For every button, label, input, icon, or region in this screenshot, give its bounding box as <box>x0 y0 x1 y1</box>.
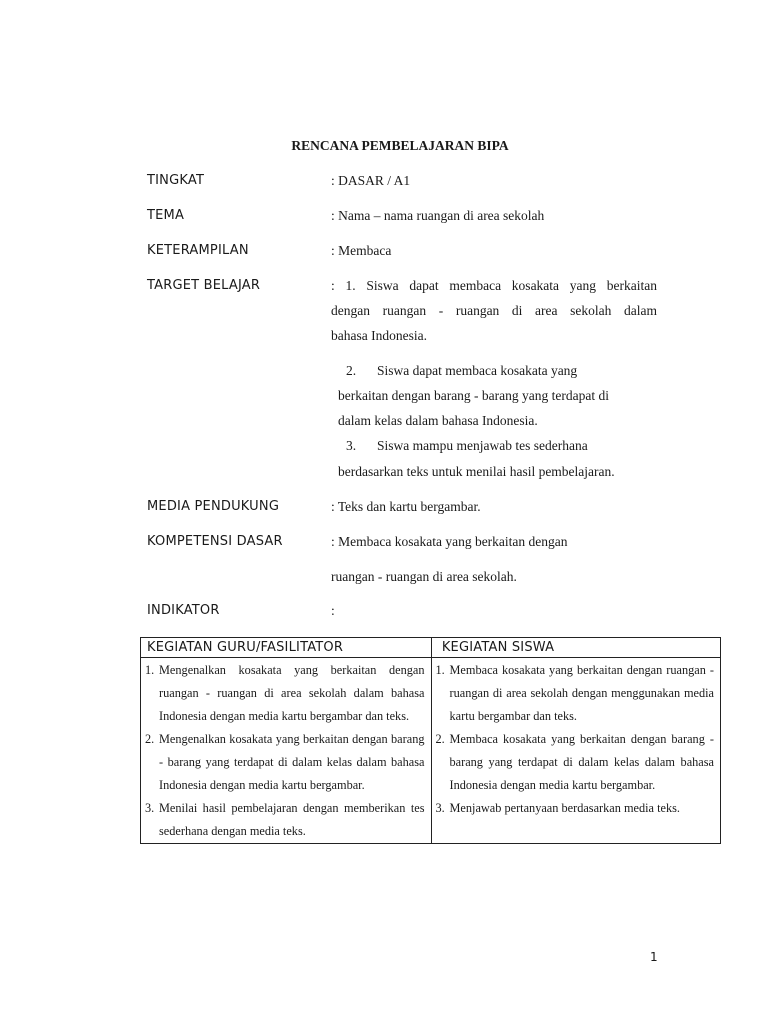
list-item <box>436 797 715 820</box>
list-item <box>436 728 715 797</box>
label-tema: TEMA <box>147 208 185 223</box>
label-indikator: INDIKATOR <box>147 603 220 618</box>
item-number: 3. <box>145 801 155 815</box>
target-item-3-number: 3. <box>346 438 357 453</box>
table-header-row <box>141 638 721 658</box>
label-media-pendukung: MEDIA PENDUKUNG <box>147 499 280 514</box>
kegiatan-siswa-cell <box>431 658 721 844</box>
item-text: Membaca kosakata yang berkaitan dengan ruangan - ruangan di area sekolah dengan menggunakan media kartu bergambar dan teks. <box>449 663 714 723</box>
target-line-1: : 1. Siswa dapat membaca kosakata yang berkaitan <box>331 278 657 293</box>
target-item-3-line-1: Siswa mampu menjawab tes sederhana <box>377 438 588 453</box>
item-text: Menjawab pertanyaan berdasarkan media teks. <box>449 801 680 815</box>
kegiatan-guru-cell <box>141 658 432 844</box>
value-tingkat: : DASAR / A1 <box>331 173 411 188</box>
target-item-2-line-2: berkaitan dengan barang - barang yang terdapat di <box>338 388 610 403</box>
kegiatan-table <box>140 637 721 844</box>
item-number: 3. <box>435 801 445 815</box>
value-tema: : Nama – nama ruangan di area sekolah <box>331 208 545 223</box>
document-title: RENCANA PEMBELAJARAN BIPA <box>291 138 509 153</box>
kompetensi-line-1: : Membaca kosakata yang berkaitan dengan <box>331 534 568 549</box>
item-text: Membaca kosakata yang berkaitan dengan barang - barang yang terdapat di dalam kelas dalam bahasa Indonesia dengan media kartu bergambar. <box>449 732 714 792</box>
target-item-3-line-2: berdasarkan teks untuk menilai hasil pembelajaran. <box>338 464 615 479</box>
header-kegiatan-guru: KEGIATAN GURU/FASILITATOR <box>141 638 432 658</box>
target-item-2-number: 2. <box>346 363 357 378</box>
list-item <box>145 797 425 843</box>
label-kompetensi-dasar: KOMPETENSI DASAR <box>147 534 283 549</box>
list-item <box>436 659 715 728</box>
item-number: 1. <box>435 663 445 677</box>
list-item <box>145 728 425 797</box>
label-keterampilan: KETERAMPILAN <box>147 243 249 258</box>
value-media-pendukung: : Teks dan kartu bergambar. <box>331 499 481 514</box>
target-line-3: bahasa Indonesia. <box>331 328 427 343</box>
page-number: 1 <box>650 950 658 964</box>
label-tingkat: TINGKAT <box>147 173 205 188</box>
item-text: Menilai hasil pembelajaran dengan memberikan tes sederhana dengan media teks. <box>159 801 425 838</box>
item-number: 2. <box>145 732 155 746</box>
header-kegiatan-siswa: KEGIATAN SISWA <box>431 638 721 658</box>
list-item <box>145 659 425 728</box>
item-text: Mengenalkan kosakata yang berkaitan dengan barang - barang yang terdapat di dalam kelas dalam bahasa Indonesia dengan media kartu bergambar. <box>159 732 425 792</box>
kompetensi-line-2: ruangan - ruangan di area sekolah. <box>331 569 517 584</box>
target-item-2-line-1: Siswa dapat membaca kosakata yang <box>377 363 578 378</box>
value-keterampilan: : Membaca <box>331 243 392 258</box>
item-text: Mengenalkan kosakata yang berkaitan dengan ruangan - ruangan di area sekolah dalam bahasa Indonesia dengan media kartu bergambar dan teks. <box>159 663 425 723</box>
item-number: 1. <box>145 663 155 677</box>
item-number: 2. <box>435 732 445 746</box>
value-indikator: : <box>331 603 335 618</box>
target-line-2: dengan ruangan - ruangan di area sekolah dalam <box>331 303 657 318</box>
label-target-belajar: TARGET BELAJAR <box>147 278 261 293</box>
table-row <box>141 658 721 844</box>
target-item-2-line-3: dalam kelas dalam bahasa Indonesia. <box>338 413 538 428</box>
